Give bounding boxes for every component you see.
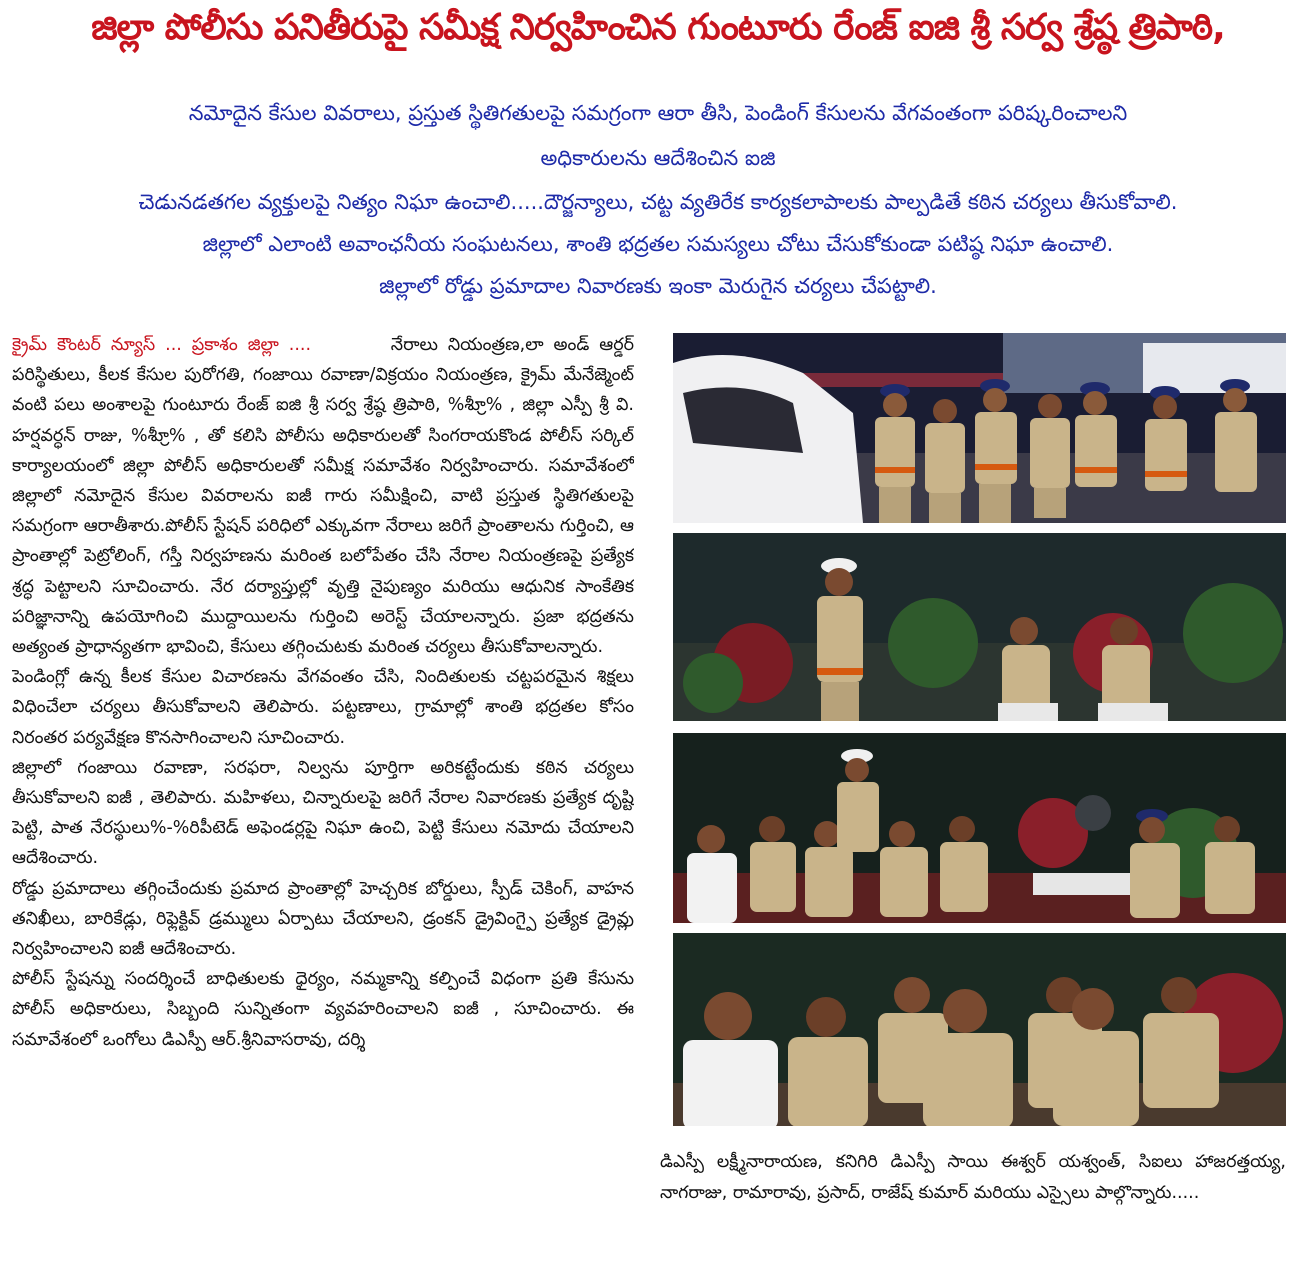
- subheadline-3: చెడునడతగల వ్యక్తులపై నిత్యం నిఘా ఉంచాలి.....దౌర్జన్యాలు, చట్ట వ్యతిరేక కార్యకలాపాలకు పాల్పడితే కఠిన చర్యలు తీసుకోవాలి.: [138, 190, 1178, 214]
- subheadline-2: అధికారులను ఆదేశించిన ఐజి: [540, 146, 776, 170]
- photo-caption: డిఎస్పీ లక్ష్మీనారాయణ, కనిగిరి డిఎస్పీ సాయి ఈశ్వర్ యశ్వంత్, సిఐలు హాజరత్తయ్య, నాగరాజు, రామారావు, ప్రసాద్, రాజేష్ కుమార్ మరియు ఎస్సైలు పాల్గొన్నారు.....: [660, 1152, 1286, 1203]
- article-paragraph-1: క్రైమ్ కౌంటర్ న్యూస్ ... ప్రకాశం జిల్లా .... నేరాలు నియంత్రణ,లా అండ్ ఆర్డర్ పరిస్థితులు, కీలక కేసుల పురోగతి, గంజాయి రవాణా/విక్రయం నియంత్రణ, క్రైమ్ మేనేజ్మెంట్ వంటి పలు అంశాలపై గుంటూరు రేంజ్ ఐజి శ్రీ సర్వ శ్రేష్ఠ త్రిపాఠి, %శ్రీూ% , జిల్లా ఎస్పీ శ్రీ వి. హర్షవర్ధన్ రాజు, %శ్రీూ% , తో కలిసి పోలీసు అధికారులతో సింగరాయకొండ పోలీస్ సర్కిల్ కార్యాలయంలో జిల్లా పోలీస్ అధికారులతో సమీక్ష సమావేశం నిర్వహించారు. సమావేశంలో జిల్లాలో నమోదైన కేసుల వివరాలను ఐజీ గారు సమీక్షించి, వాటి ప్రస్తుత స్థితిగతులపై సమగ్రంగా ఆరాతీశారు.పోలీస్ స్టేషన్ పరిధిలో ఎక్కువగా నేరాలు జరిగే ప్రాంతాలను గుర్తించి, ఆ ప్రాంతాల్లో పెట్రోలింగ్, గస్తీ నిర్వహణను మరింత బలోపేతం చేసి నేరాల నియంత్రణపై ప్రత్యేక శ్రద్ధ పెట్టాలని సూచించారు. నేర దర్యాప్తుల్లో వృత్తి నైపుణ్యం మరియు ఆధునిక సాంకేతిక పరిజ్ఞానాన్ని ఉపయోగించి ముద్దాయిలను గుర్తించి అరెస్ట్ చేయాలన్నారు. ప్రజా భద్రతను అత్యంత ప్రాధాన్యతగా భావించి, కేసులు తగ్గించుటకు మరింత చర్యలు తీసుకోవాలన్నారు.: [12, 335, 634, 658]
- dateline: క్రైమ్ కౌంటర్ న్యూస్ ... ప్రకాశం జిల్లా ....: [12, 335, 312, 355]
- photo-review-meeting: [673, 733, 1286, 923]
- article-paragraph-5: పోలీస్ స్టేషన్ను సందర్శించే బాధితులకు ధైర్యం, నమ్మకాన్ని కల్పించే విధంగా ప్రతి కేసును పోలీస్ అధికారులు, సిబ్బంది సున్నితంగా వ్యవహరించాలని ఐజీ , సూచించారు. ఈ సమావేశంలో ఒంగోలు డిఎస్పీ ఆర్.శ్రీనివాసరావు, దర్శి: [12, 969, 634, 1050]
- photo-officers-in-rows: [673, 933, 1286, 1126]
- article-paragraph-2: పెండింగ్లో ఉన్న కీలక కేసుల విచారణను వేగవంతం చేసి, నిందితులకు చట్టపరమైన శిక్షలు విధించేలా చర్యలు తీసుకోవాలని తెలిపారు. పట్టణాలు, గ్రామాల్లో శాంతి భద్రతల కోసం నిరంతర పర్యవేక్షణ కొనసాగించాలని సూచించారు.: [12, 667, 634, 748]
- headline: జిల్లా పోలీసు పనితీరుపై సమీక్ష నిర్వహించిన గుంటూరు రేంజ్ ఐజి శ్రీ సర్వ శ్రేష్ఠ త్రిపాఠి,: [91, 7, 1225, 48]
- article-paragraph-3: జిల్లాలో గంజాయి రవాణా, సరఫరా, నిల్వను పూర్తిగా అరికట్టేందుకు కఠిన చర్యలు తీసుకోవాలని ఐజీ , తెలిపారు. మహిళలు, చిన్నారులపై జరిగే నేరాల నివారణకు ప్రత్యేక దృష్టి పెట్టి, పాత నేరస్థులు%-%రిపీటెడ్ అఫెండర్లపై నిఘా ఉంచి, పెట్టి కేసులు నమోదు చేయాలని ఆదేశించారు.: [12, 757, 634, 869]
- subheadline-1: నమోదైన కేసుల వివరాలు, ప్రస్తుత స్థితిగతులపై సమగ్రంగా ఆరా తీసి, పెండింగ్ కేసులను వేగవంతంగా పరిష్కరించాలని: [188, 101, 1128, 125]
- article-body: [12, 330, 634, 1275]
- photo-illustration-1: [673, 333, 1286, 523]
- subheadline-5: జిల్లాలో రోడ్డు ప్రమాదాల నివారణకు ఇంకా మెరుగైన చర్యలు చేపట్టాలి.: [379, 274, 937, 298]
- photo-illustration-3: [673, 733, 1286, 923]
- photo-illustration-2: [673, 533, 1286, 721]
- subheadline-4: జిల్లాలో ఎలాంటి అవాంఛనీయ సంఘటనలు, శాంతి భద్రతల సమస్యలు చోటు చేసుకోకుండా పటిష్ఠ నిఘా ఉంచాలి.: [202, 232, 1114, 256]
- photo-officers-seated-night: [673, 533, 1286, 721]
- photo-illustration-4: [673, 933, 1286, 1126]
- photo-officers-standing: [673, 333, 1286, 523]
- article-paragraph-4: రోడ్డు ప్రమాదాలు తగ్గించేందుకు ప్రమాద ప్రాంతాల్లో హెచ్చరిక బోర్డులు, స్పీడ్ చెకింగ్, వాహన తనిఖీలు, బారికేడ్లు, రిఫ్లెక్టివ్ డ్రమ్ములు ఏర్పాటు చేయాలని, డ్రంకన్ డ్రైవింగ్పై ప్రత్యేక డ్రైవ్లు నిర్వహించాలని ఐజీ ఆదేశించారు.: [12, 878, 634, 960]
